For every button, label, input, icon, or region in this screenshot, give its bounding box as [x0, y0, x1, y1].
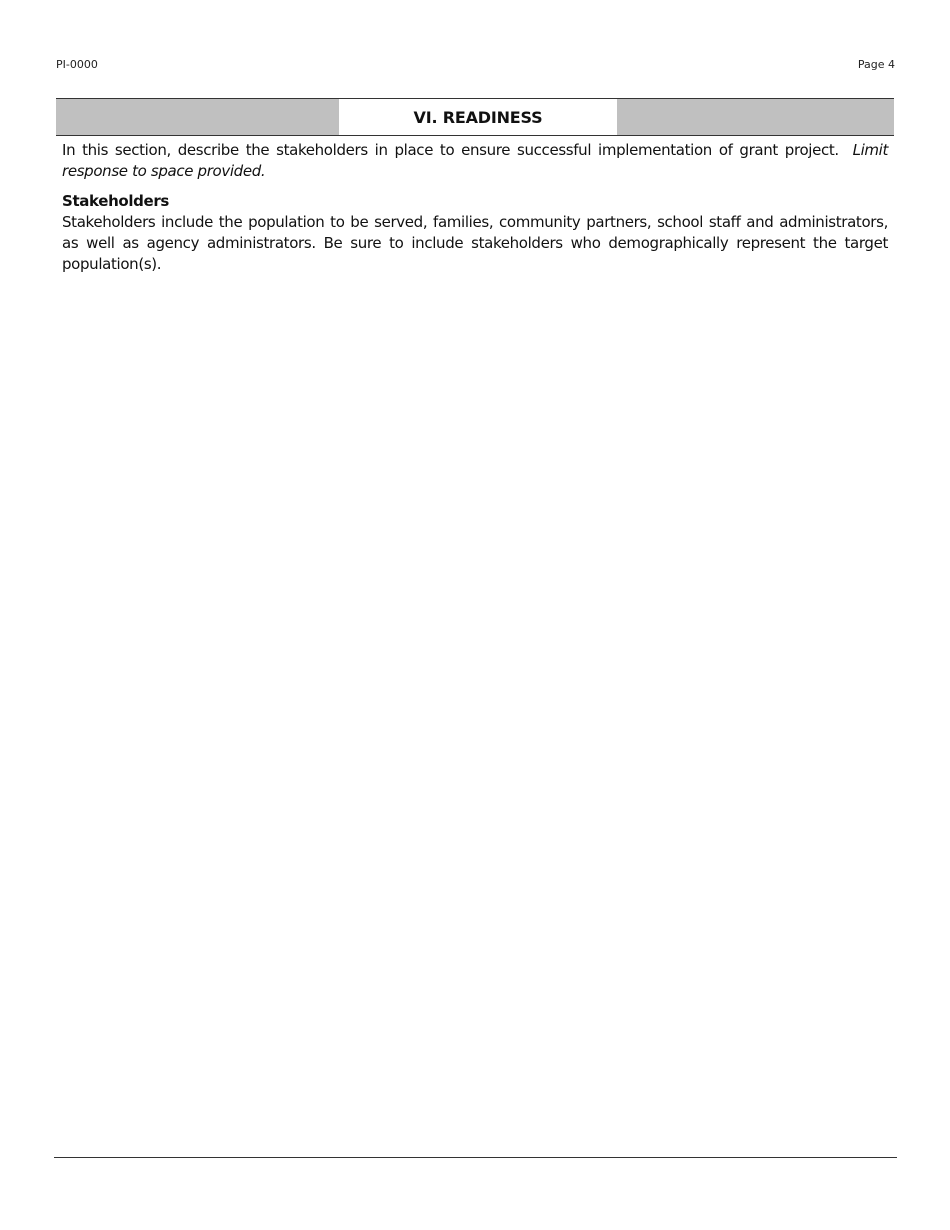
limit-note: Limit response to space provided. [62, 141, 888, 180]
section-content [62, 140, 888, 275]
section-header-table [56, 98, 894, 136]
page-number: Page 4 [857, 58, 895, 71]
section-intro-paragraph [62, 140, 888, 182]
stakeholders-description: Stakeholders include the population to be served, families, community partners, school staff and administrators, as well as agency administrators. Be sure to include stakeholders who demographically represent the target population(s). [62, 213, 888, 273]
section-title: VI. READINESS [339, 99, 617, 135]
footer-rule [54, 1157, 897, 1158]
stakeholders-heading: Stakeholders [62, 192, 170, 210]
page-header [56, 58, 895, 74]
section-header-shade-left [56, 99, 339, 135]
form-id: PI-0000 [56, 58, 98, 71]
section-header-shade-right [617, 99, 894, 135]
section-intro-text: In this section, describe the stakeholders in place to ensure successful implementation of grant project. [62, 141, 839, 159]
